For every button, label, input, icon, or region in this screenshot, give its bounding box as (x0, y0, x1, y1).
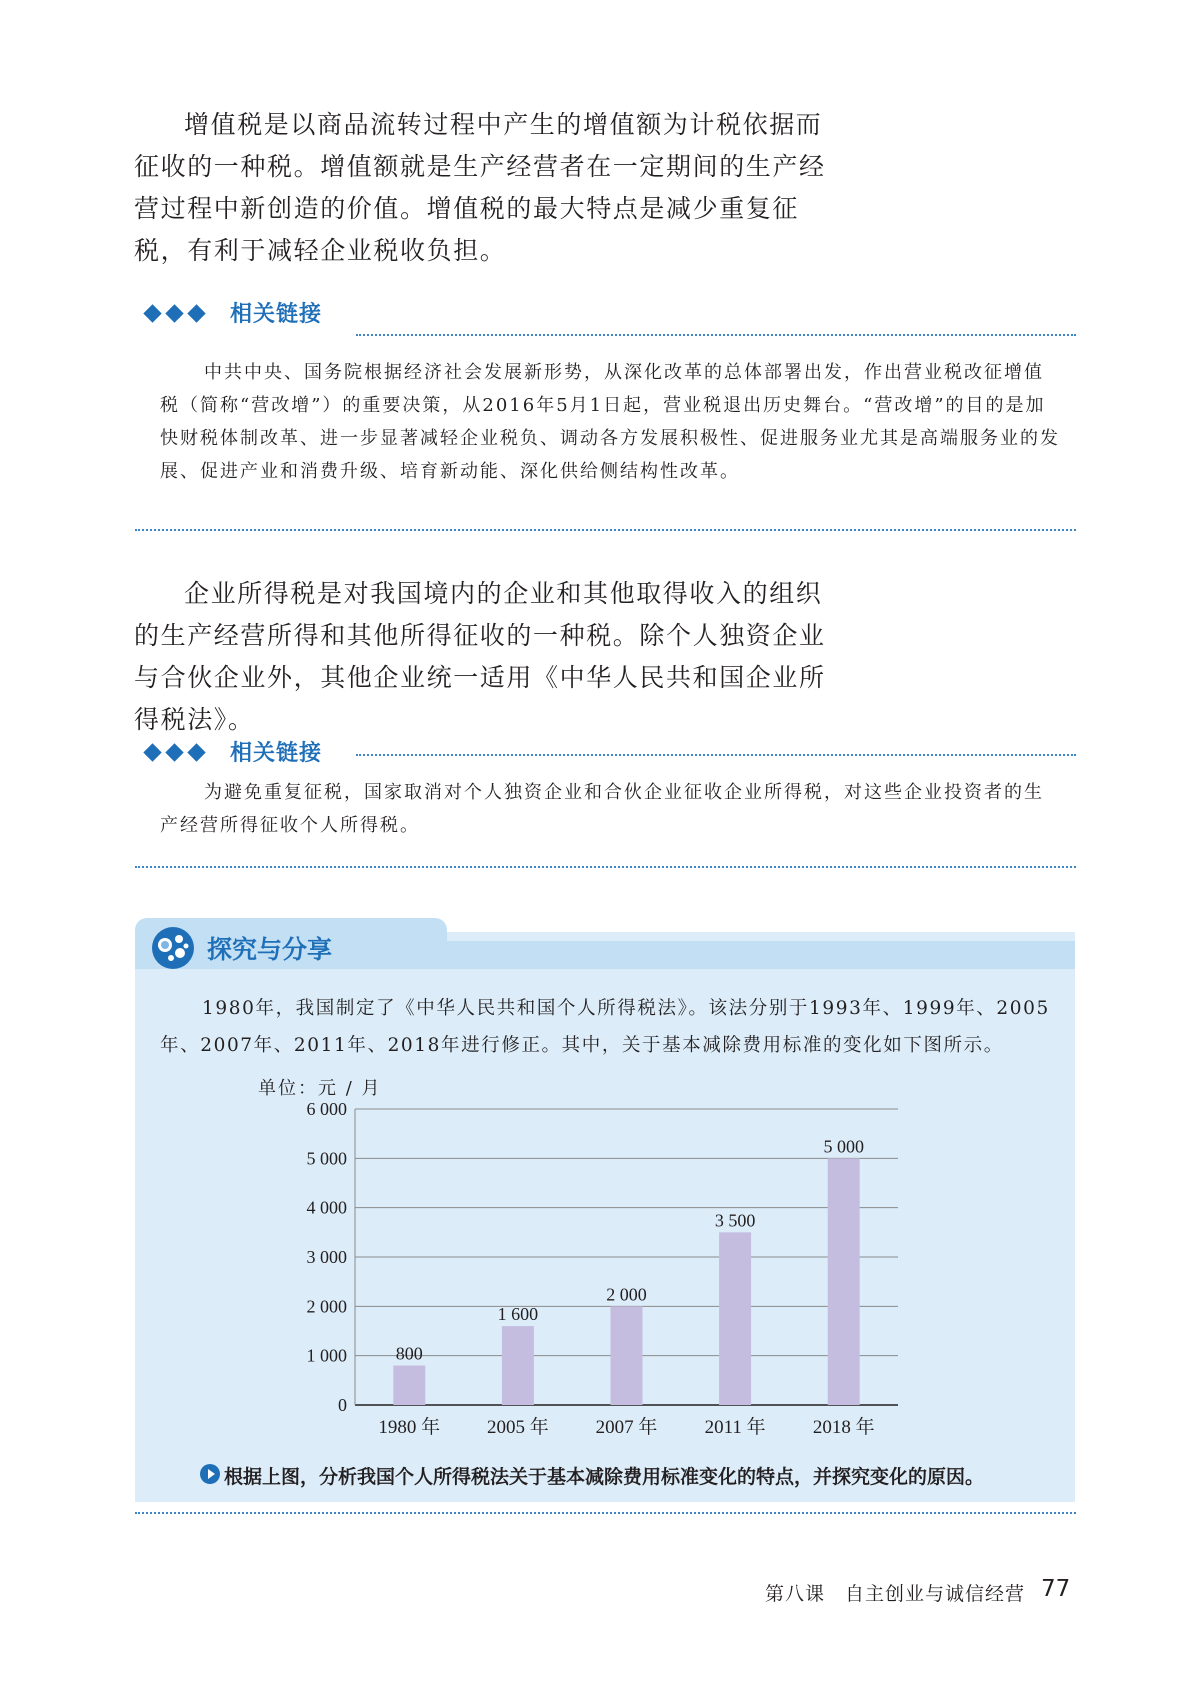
diamond-icons (146, 744, 212, 763)
bar (393, 1366, 425, 1405)
dotted-divider (356, 334, 1076, 336)
diamond-icon (165, 304, 183, 322)
bar (502, 1326, 534, 1405)
diamond-icon (143, 304, 161, 322)
x-tick-label: 2018 年 (812, 1417, 875, 1438)
deduction-standard-bar-chart (290, 1092, 930, 1458)
bar-value-label: 3 500 (714, 1210, 756, 1231)
explore-bubbles-icon (150, 925, 196, 971)
related-link-body-2: 为避免重复征税，国家取消对个人独资企业和合伙企业征收企业所得税，对这些企业投资者的生产经营所得征收个人所得税。 (160, 782, 1044, 836)
y-tick-label: 0 (338, 1395, 347, 1415)
y-tick-label: 2 000 (306, 1296, 347, 1317)
chart-unit-label: 单位：元 / 月 (258, 1078, 382, 1099)
y-tick-label: 4 000 (306, 1197, 347, 1218)
diamond-icon (187, 304, 205, 322)
y-tick-label: 5 000 (306, 1148, 347, 1169)
y-tick-label: 3 000 (306, 1247, 347, 1267)
arrow-circle-icon (200, 1464, 220, 1484)
page-number: 77 (1041, 1576, 1071, 1602)
y-tick-label: 1 000 (306, 1345, 347, 1366)
x-tick-label: 1980 年 (378, 1417, 441, 1438)
explore-question-text: 根据上图，分析我国个人所得税法关于基本减除费用标准变化的特点，并探究变化的原因。 (224, 1466, 985, 1488)
footer-lesson-title: 第八课 自主创业与诚信经营 (765, 1583, 1026, 1605)
bar-value-label: 1 600 (497, 1304, 539, 1325)
related-link-title: 相关链接 (230, 741, 323, 766)
bar (611, 1306, 643, 1405)
related-link-body-1: 中共中央、国务院根据经济社会发展新形势，从深化改革的总体部署出发，作出营业税改征增值税（简称“营改增”）的重要决策，从2016年5月1日起，营业税退出历史舞台。“营改增”的目的是加快财税体制改革、进一步显著减轻企业税负、调动各方发展积极性、促进服务业尤其是高端服务业的发展、促进产业和消费升级、培育新动能、深化供给侧结构性改革。 (160, 362, 1060, 482)
dotted-divider (135, 866, 1076, 868)
x-tick-label: 2005 年 (487, 1417, 549, 1438)
dotted-divider (135, 529, 1076, 531)
x-tick-label: 2007 年 (595, 1417, 658, 1438)
explore-body: 1980年，我国制定了《中华人民共和国个人所得税法》。该法分别于1993年、1999年、2005年、2007年、2011年、2018年进行修正。其中，关于基本减除费用标准的变化如下图所示。 (160, 998, 1050, 1056)
related-link-header-1 (146, 297, 1076, 337)
bar-value-label: 5 000 (823, 1136, 864, 1157)
diamond-icon (187, 743, 205, 761)
related-link-header-2 (146, 736, 1076, 776)
bar (828, 1158, 860, 1405)
bar (719, 1232, 751, 1405)
x-tick-label: 2011 年 (704, 1417, 766, 1438)
paragraph-corporate-income-tax: 企业所得税是对我国境内的企业和其他取得收入的组织的生产经营所得和其他所得征收的一种税。除个人独资企业与合伙企业外，其他企业统一适用《中华人民共和国企业所得税法》。 (134, 579, 826, 734)
bar-value-label: 2 000 (606, 1284, 647, 1305)
y-tick-label: 6 000 (306, 1099, 347, 1119)
dotted-divider (356, 754, 1076, 756)
diamond-icon (165, 743, 183, 761)
diamond-icon (143, 743, 161, 761)
paragraph-vat: 增值税是以商品流转过程中产生的增值额为计税依据而征收的一种税。增值额就是生产经营者在一定期间的生产经营过程中新创造的价值。增值税的最大特点是减少重复征税，有利于减轻企业税收负担。 (134, 110, 826, 265)
related-link-title: 相关链接 (230, 302, 323, 327)
explore-title: 探究与分享 (207, 935, 333, 964)
diamond-icons (146, 305, 212, 324)
dotted-divider (135, 1512, 1076, 1514)
bar-value-label: 800 (395, 1343, 423, 1364)
